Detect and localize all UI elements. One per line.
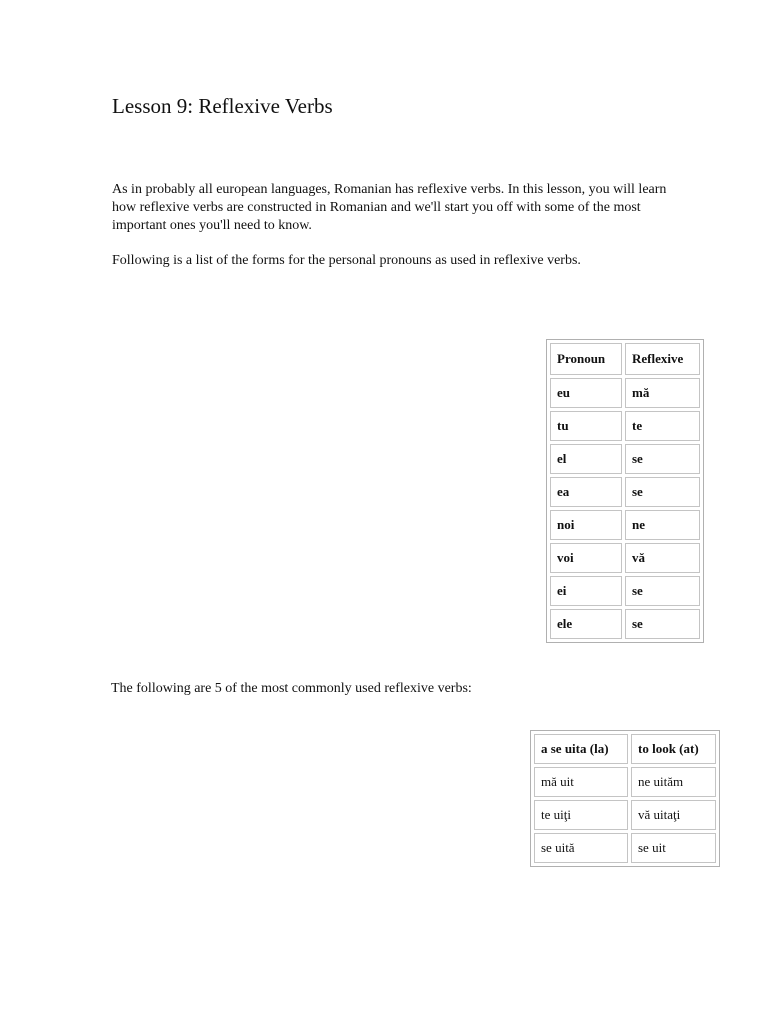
- conjugation-cell: se uit: [631, 833, 716, 863]
- table-row: [550, 411, 700, 441]
- table-header-row: [550, 343, 700, 375]
- header-cell: a se uita (la): [534, 734, 628, 764]
- pronoun-cell: ei: [550, 576, 622, 606]
- conjugation-cell: te uiţi: [534, 800, 628, 830]
- pronoun-cell: ea: [550, 477, 622, 507]
- verb-conjugation-table: [530, 730, 720, 867]
- header-cell: Reflexive: [625, 343, 700, 375]
- reflexive-cell: ne: [625, 510, 700, 540]
- reflexive-cell: se: [625, 609, 700, 639]
- pronoun-cell: el: [550, 444, 622, 474]
- reflexive-cell: te: [625, 411, 700, 441]
- pronoun-cell: noi: [550, 510, 622, 540]
- pronoun-cell: tu: [550, 411, 622, 441]
- conjugation-cell: vă uitaţi: [631, 800, 716, 830]
- table-row: [550, 477, 700, 507]
- page-title: Lesson 9: Reflexive Verbs: [112, 94, 333, 118]
- pronoun-cell: voi: [550, 543, 622, 573]
- table-row: [534, 833, 716, 863]
- table-row: [550, 378, 700, 408]
- table-row: [550, 510, 700, 540]
- table-header-row: [534, 734, 716, 764]
- pronoun-table: [546, 339, 704, 643]
- conjugation-cell: se uită: [534, 833, 628, 863]
- reflexive-cell: se: [625, 477, 700, 507]
- pronoun-cell: ele: [550, 609, 622, 639]
- conjugation-cell: ne uităm: [631, 767, 716, 797]
- header-cell: to look (at): [631, 734, 716, 764]
- reflexive-cell: se: [625, 576, 700, 606]
- header-cell: Pronoun: [550, 343, 622, 375]
- table-row: [550, 576, 700, 606]
- table-row: [534, 767, 716, 797]
- pronoun-cell: eu: [550, 378, 622, 408]
- reflexive-cell: vă: [625, 543, 700, 573]
- table-row: [534, 800, 716, 830]
- verbs-intro-paragraph: The following are 5 of the most commonly used reflexive verbs:: [111, 681, 472, 696]
- pronoun-intro-paragraph: Following is a list of the forms for the personal pronouns as used in reflexive verbs.: [112, 253, 581, 268]
- conjugation-cell: mă uit: [534, 767, 628, 797]
- table-row: [550, 444, 700, 474]
- reflexive-cell: mă: [625, 378, 700, 408]
- table-row: [550, 543, 700, 573]
- table-row: [550, 609, 700, 639]
- reflexive-cell: se: [625, 444, 700, 474]
- intro-paragraph: As in probably all european languages, Romanian has reflexive verbs. In this lesson, you will learn how reflexive verbs are constructed in Romanian and we'll start you off with some of the most important ones you'll need to know.: [112, 182, 667, 233]
